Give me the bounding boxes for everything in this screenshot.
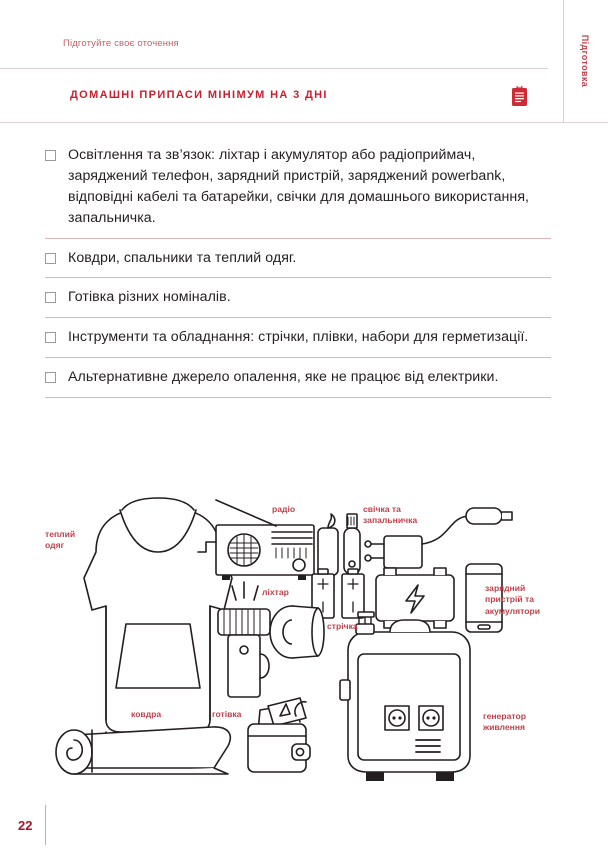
label-generator: генератор живлення: [483, 711, 526, 733]
checklist-item-label: Готівка різних номіналів.: [68, 289, 231, 306]
section-kicker: Підготуйте своє оточення: [63, 38, 179, 49]
checkbox[interactable]: [45, 372, 56, 383]
lighter-illustration: [344, 514, 360, 574]
blanket-illustration: [56, 727, 230, 774]
checkbox[interactable]: [45, 292, 56, 303]
checklist-row[interactable]: [45, 239, 551, 279]
checklist-item-label: Альтернативне джерело опалення, яке не працює від електрики.: [68, 369, 499, 386]
label-radio: радіо: [272, 504, 296, 514]
label-blanket: ковдра: [131, 709, 162, 719]
page-number: 22: [18, 818, 33, 833]
page-title: ДОМАШНІ ПРИПАСИ МІНІМУМ НА 3 ДНІ: [70, 89, 328, 101]
clipboard-icon: [511, 85, 528, 107]
checkbox[interactable]: [45, 253, 56, 264]
checklist-item-label: Освітлення та зв’язок: ліхтар і акумулятор або радіоприймач, заряджений телефон, зарядний пристрій, заряджений powerbank, відповідні кабелі та батарейки, свічки для домашнього використання, запальничка.: [68, 147, 530, 226]
checklist-row[interactable]: [45, 358, 551, 398]
supplies-checklist: [45, 136, 551, 398]
candle-illustration: [318, 514, 338, 575]
section-tab[interactable]: [563, 0, 608, 122]
checkbox[interactable]: [45, 332, 56, 343]
checklist-item-label: Ковдри, спальники та теплий одяг.: [68, 249, 297, 266]
label-cash: готівка: [212, 709, 242, 719]
checkbox[interactable]: [45, 150, 56, 161]
tape-illustration: [270, 606, 324, 658]
section-tab-label: Підготовка: [580, 34, 591, 88]
checklist-row[interactable]: [45, 278, 551, 318]
label-tape: стрічка: [327, 621, 358, 631]
label-flashlight: ліхтар: [262, 587, 289, 597]
label-candle-lighter: свічка та запальничка: [363, 504, 418, 526]
checklist-row[interactable]: [45, 318, 551, 358]
footer-rule: [45, 805, 46, 845]
powerbank-illustration: [376, 568, 454, 628]
label-charger-batteries: зарядний пристрій та акумулятори: [485, 583, 541, 616]
hoodie-illustration: [84, 498, 232, 744]
label-warm-clothes: теплий одяг: [45, 529, 76, 551]
supplies-illustration: [0, 482, 608, 792]
generator-illustration: [340, 612, 470, 781]
header-rule-bottom: [0, 122, 608, 123]
radio-illustration: [198, 500, 314, 580]
title-bar: [0, 68, 548, 122]
checklist-item-label: Інструменти та обладнання: стрічки, плівки, набори для герметизації.: [68, 329, 529, 346]
checklist-row[interactable]: [45, 136, 551, 239]
wallet-illustration: [248, 698, 310, 772]
